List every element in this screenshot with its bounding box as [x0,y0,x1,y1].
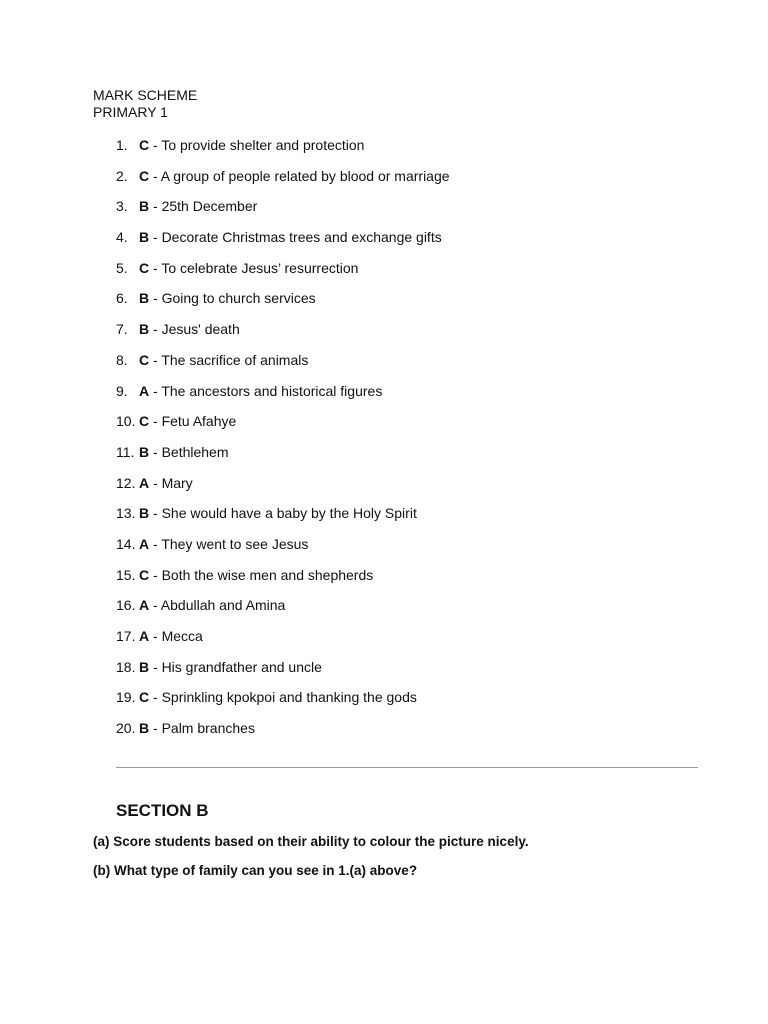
answer-text: - To provide shelter and protection [149,137,365,153]
answer-number: 10. [116,413,136,430]
answer-item [116,383,450,414]
answer-item [116,229,450,260]
answer-item [116,597,450,628]
answer-letter: B [139,505,150,522]
answer-text: - The sacrifice of animals [149,351,309,368]
answer-letter: A [139,597,150,614]
answer-number: 15. [116,566,136,583]
answer-item [116,168,450,199]
answer-item [116,567,450,598]
answer-item [116,689,450,720]
answer-item [116,475,450,506]
answer-item [116,536,450,567]
document-title: MARK SCHEME [93,87,198,103]
answer-text: - Going to church services [149,290,316,307]
answer-letter: B [139,321,150,338]
answer-item [116,260,450,291]
answer-number: 19. [116,689,136,706]
answer-text: - A group of people related by blood or marriage [149,167,450,184]
answer-text: - She would have a baby by the Holy Spirit [149,505,417,522]
answer-letter: C [139,351,150,368]
document-subtitle: PRIMARY 1 [93,104,168,120]
answer-letter: A [139,628,150,644]
answer-letter: A [139,474,150,491]
answer-text: - Decorate Christmas trees and exchange gifts [149,229,442,246]
answer-text: - 25th December [149,198,258,215]
answer-letter: C [139,566,150,583]
answer-letter: B [139,229,150,246]
answer-number: 13. [116,505,136,522]
section-b-question-a: (a) Score students based on their ability to colour the picture nicely. [93,834,529,849]
answer-number: 12. [116,474,136,491]
answer-letter: C [139,689,150,706]
answer-number: 17. [116,628,136,644]
answer-letter: C [139,167,150,184]
answer-letter: A [139,382,150,399]
answer-text: - Jesus' death [149,321,240,338]
answer-item [116,198,450,229]
answer-item [116,444,450,475]
answer-item [116,505,450,536]
answer-number: 2. [116,167,128,184]
answer-number: 14. [116,535,136,552]
answer-number: 11. [116,443,135,460]
answer-text: - Mary [149,474,193,491]
answer-text: - Palm branches [149,720,255,737]
answer-number: 5. [116,259,128,276]
answer-number: 20. [116,720,136,737]
answer-letter: B [139,658,150,675]
answer-number: 18. [116,658,136,675]
answer-item [116,290,450,321]
answer-item [116,321,450,352]
answer-item [116,352,450,383]
answer-letter: B [139,720,150,737]
answer-letter: B [139,198,150,215]
answer-letter: B [139,443,150,460]
answer-letter: C [139,413,150,430]
answer-list [116,137,450,751]
answer-text: - Sprinkling kpokpoi and thanking the gods [149,689,417,706]
answer-number: 16. [116,597,136,614]
answer-letter: B [139,290,150,307]
answer-number: 1. [116,137,128,153]
answer-text: - Abdullah and Amina [149,597,286,614]
answer-item [116,628,450,659]
answer-number: 8. [116,351,128,368]
answer-number: 6. [116,290,128,307]
answer-letter: A [139,535,150,552]
answer-text: - Mecca [149,628,203,644]
answer-number: 4. [116,229,128,246]
answer-item [116,137,450,168]
answer-letter: C [139,137,150,153]
answer-text: - Bethlehem [149,443,229,460]
answer-text: - They went to see Jesus [149,535,309,552]
document-header [93,87,197,121]
section-divider [116,767,698,768]
answer-text: - His grandfather and uncle [149,658,322,675]
answer-item [116,720,450,751]
answer-text: - Both the wise men and shepherds [149,566,374,583]
answer-letter: C [139,259,150,276]
answer-text: - To celebrate Jesus’ resurrection [149,259,359,276]
answer-number: 3. [116,198,128,215]
answer-number: 9. [116,382,128,399]
answer-number: 7. [116,321,128,338]
section-b-title: SECTION B [116,801,209,820]
answer-item [116,413,450,444]
answer-text: - Fetu Afahye [149,413,237,430]
answer-text: - The ancestors and historical figures [149,382,383,399]
answer-item [116,659,450,690]
section-b-question-b: (b) What type of family can you see in 1.(a) above? [93,863,418,878]
